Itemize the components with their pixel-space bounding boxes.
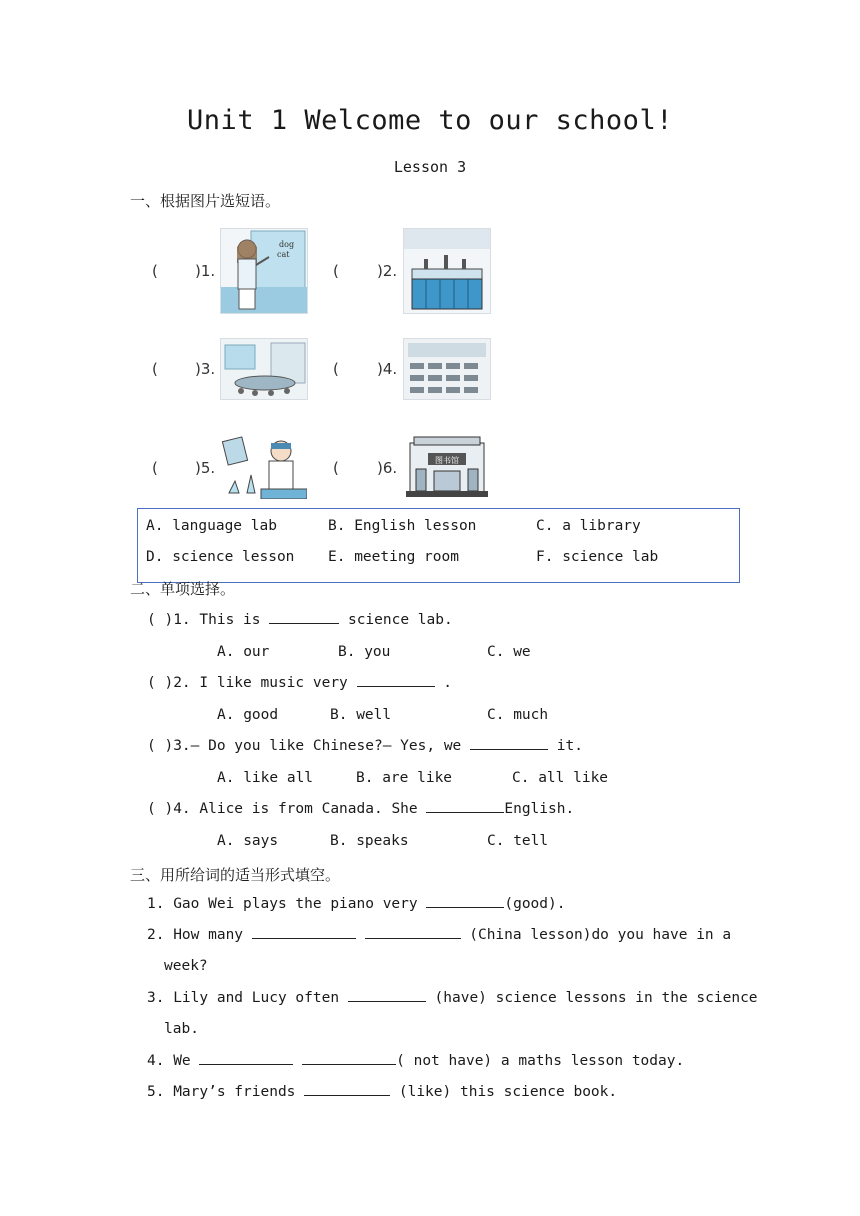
lesson-subtitle: Lesson 3 (393, 158, 467, 176)
answer-blank[interactable] (199, 1063, 293, 1065)
question2-2: ( )2. I like music very . (147, 675, 452, 691)
item3-number: )3. (195, 360, 216, 378)
teacher-picture (220, 228, 308, 314)
scientist-picture (220, 432, 308, 500)
choice-a: A. like all (217, 770, 314, 786)
question2-1: ( )1. This is science lab. (147, 612, 453, 628)
question2-4: ( )4. Alice is from Canada. She English. (147, 801, 575, 817)
meeting-room-picture (220, 338, 308, 400)
choice-b: B. speaks (330, 833, 409, 849)
question-number: ( )4. (147, 801, 191, 817)
lab-picture (403, 228, 491, 314)
question3-1: 1. Gao Wei plays the piano very (good). (147, 896, 566, 912)
question-number: ( )2. (147, 675, 191, 691)
item4-open-paren: ( (333, 360, 339, 378)
library-sign-text: 图书馆 (435, 456, 459, 465)
answer-blank[interactable] (348, 1000, 426, 1002)
item6-number: )6. (377, 459, 398, 477)
option-a: A. language lab (146, 518, 277, 534)
answer-blank[interactable] (426, 906, 504, 908)
answer-blank[interactable] (252, 937, 356, 939)
choice-c: C. tell (487, 833, 549, 849)
section1-heading: 一、根据图片选短语。 (130, 192, 281, 210)
item3-open-paren: ( (152, 360, 158, 378)
question3-4: 4. We ( not have) a maths lesson today. (147, 1053, 685, 1069)
item2-open-paren: ( (333, 262, 339, 280)
item1-open-paren: ( (152, 262, 158, 280)
choice-a: A. says (217, 833, 279, 849)
option-f: F. science lab (536, 549, 659, 565)
item4-number: )4. (377, 360, 398, 378)
option-d: D. science lesson (146, 549, 295, 565)
section3-heading: 三、用所给词的适当形式填空。 (130, 866, 341, 884)
answer-blank[interactable] (304, 1094, 390, 1096)
option-e: E. meeting room (328, 549, 459, 565)
question-number: ( )3. (147, 738, 191, 754)
choice-a: A. good (217, 707, 279, 723)
answer-blank[interactable] (426, 811, 504, 813)
answer-blank[interactable] (269, 622, 339, 624)
question3-5: 5. Mary’s friends (like) this science book. (147, 1084, 618, 1100)
choice-a: A. our (217, 644, 270, 660)
question3-3-continued: lab. (164, 1021, 199, 1037)
choice-c: C. much (487, 707, 549, 723)
answer-blank[interactable] (357, 685, 435, 687)
library-picture (403, 432, 491, 500)
page-title: Unit 1 Welcome to our school! (187, 105, 673, 136)
option-c: C. a library (536, 518, 641, 534)
answer-blank[interactable] (365, 937, 461, 939)
answer-blank[interactable] (302, 1063, 396, 1065)
item6-open-paren: ( (333, 459, 339, 477)
question-number: ( )1. (147, 612, 191, 628)
question2-3: ( )3.— Do you like Chinese?— Yes, we it. (147, 738, 583, 754)
choice-c: C. all like (512, 770, 609, 786)
item2-number: )2. (377, 262, 398, 280)
question3-2: 2. How many (China lesson)do you have in a (147, 927, 732, 943)
item5-open-paren: ( (152, 459, 158, 477)
option-b: B. English lesson (328, 518, 477, 534)
board-word-cat: cat (277, 250, 290, 259)
question3-2-continued: week? (164, 958, 208, 974)
choice-b: B. you (338, 644, 391, 660)
choice-c: C. we (487, 644, 531, 660)
choice-b: B. are like (356, 770, 453, 786)
item1-number: )1. (195, 262, 216, 280)
choice-b: B. well (330, 707, 392, 723)
language-lab-picture (403, 338, 491, 400)
question3-3: 3. Lily and Lucy often (have) science lessons in the science (147, 990, 758, 1006)
item5-number: )5. (195, 459, 216, 477)
section2-heading: 二、单项选择。 (130, 580, 236, 598)
answer-blank[interactable] (470, 748, 548, 750)
board-word-dog: dog (279, 240, 295, 249)
